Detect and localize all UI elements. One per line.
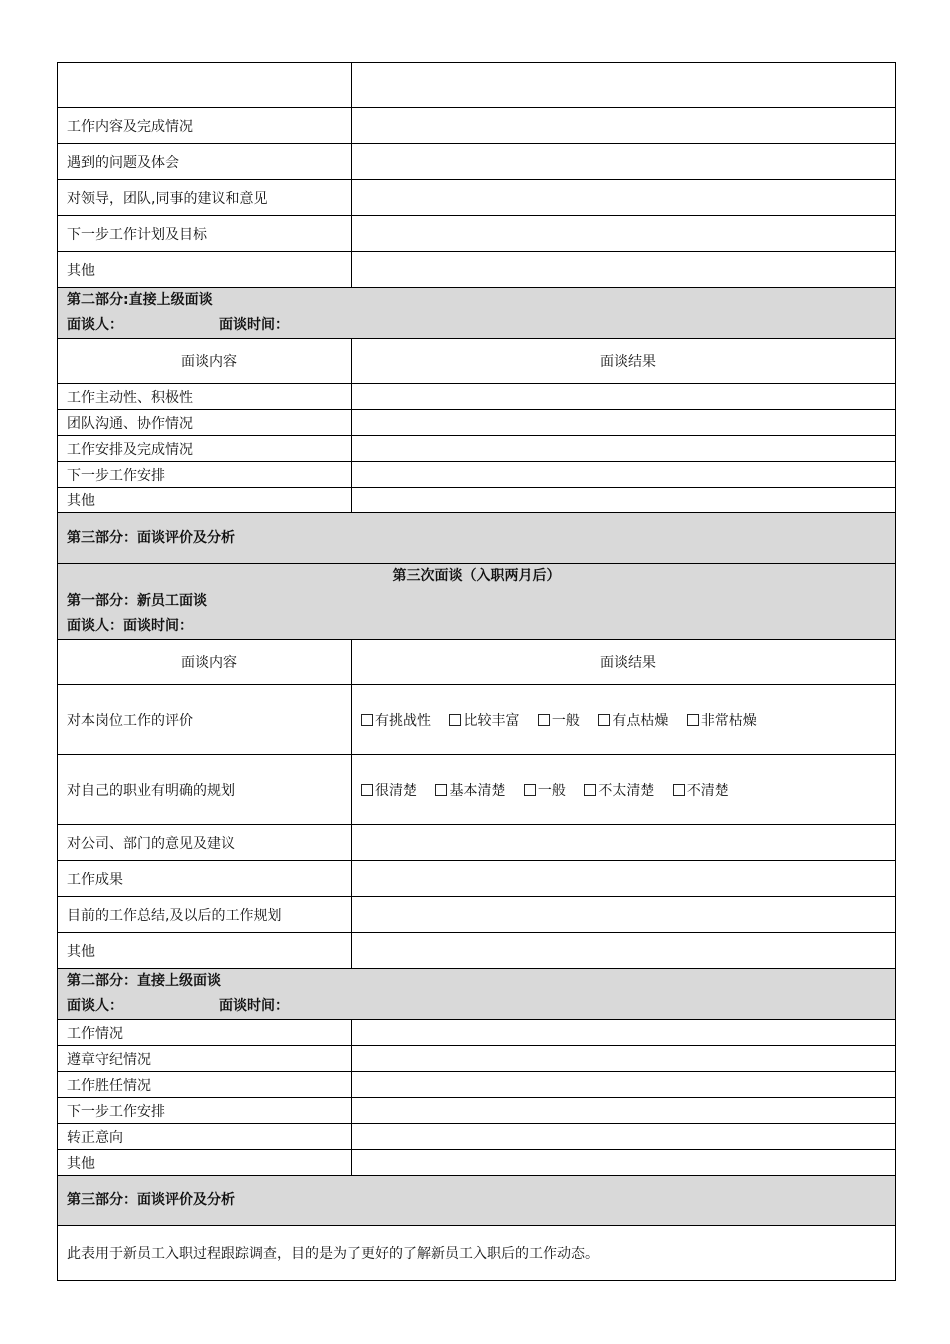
table-row xyxy=(58,144,896,180)
section-title: 第二部分：直接上级面谈 xyxy=(67,973,221,989)
table-row xyxy=(58,488,896,513)
row-label: 目前的工作总结,及以后的工作规划 xyxy=(58,897,352,933)
table-row xyxy=(58,685,896,755)
interview-time-label: 面谈时间： xyxy=(219,998,289,1014)
checkbox-icon xyxy=(361,784,373,796)
checkbox-icon xyxy=(598,714,610,726)
row-label: 下一步工作安排 xyxy=(58,462,352,488)
table-row xyxy=(58,252,896,288)
section-header[interactable] xyxy=(58,1176,896,1226)
column-header-content: 面谈内容 xyxy=(58,640,352,685)
row-label: 对自己的职业有明确的规划 xyxy=(58,755,352,825)
section-header[interactable] xyxy=(58,513,896,564)
footer-note: 此表用于新员工入职过程跟踪调查，目的是为了更好的了解新员工入职后的工作动态。 xyxy=(58,1226,896,1281)
section-header xyxy=(58,969,896,1020)
table-row xyxy=(58,108,896,144)
checkbox-icon xyxy=(673,784,685,796)
row-label: 对公司、部门的意见及建议 xyxy=(58,825,352,861)
table-row xyxy=(58,933,896,969)
table-row xyxy=(58,1098,896,1124)
row-value-cell[interactable] xyxy=(352,180,896,216)
section-header xyxy=(58,564,896,640)
footer-note-row xyxy=(58,1226,896,1281)
row-label: 工作情况 xyxy=(58,1020,352,1046)
row-value-cell[interactable] xyxy=(352,108,896,144)
row-label: 其他 xyxy=(58,488,352,513)
row-label: 其他 xyxy=(58,933,352,969)
table-row xyxy=(58,410,896,436)
column-header-row xyxy=(58,339,896,384)
row-value-cell[interactable] xyxy=(352,1150,896,1176)
table-row xyxy=(58,462,896,488)
section-title: 第三部分：面谈评价及分析 xyxy=(67,529,235,546)
table-row xyxy=(58,63,896,108)
row-value-cell[interactable] xyxy=(352,1124,896,1150)
table-row xyxy=(58,1124,896,1150)
checkbox-option[interactable]: 非常枯燥 xyxy=(687,710,757,730)
section-header-row xyxy=(58,564,896,640)
interviewer-label: 面谈人： xyxy=(67,317,123,333)
row-value-cell[interactable] xyxy=(352,861,896,897)
interviewer-label: 面谈人： xyxy=(67,998,123,1014)
checkbox-option[interactable]: 不清楚 xyxy=(673,780,729,800)
row-value-cell[interactable] xyxy=(352,1098,896,1124)
section-header-row xyxy=(58,288,896,339)
row-label: 遇到的问题及体会 xyxy=(58,144,352,180)
row-value-cell[interactable] xyxy=(352,63,896,108)
column-header-content: 面谈内容 xyxy=(58,339,352,384)
row-label: 其他 xyxy=(58,1150,352,1176)
section-title: 第二部分:直接上级面谈 xyxy=(67,292,213,308)
row-label: 其他 xyxy=(58,252,352,288)
row-label: 团队沟通、协作情况 xyxy=(58,410,352,436)
row-label xyxy=(58,63,352,108)
row-value-cell[interactable] xyxy=(352,825,896,861)
row-label: 下一步工作安排 xyxy=(58,1098,352,1124)
column-header-result: 面谈结果 xyxy=(352,339,896,384)
row-label: 工作主动性、积极性 xyxy=(58,384,352,410)
row-value-cell[interactable] xyxy=(352,410,896,436)
column-header-result: 面谈结果 xyxy=(352,640,896,685)
table-row xyxy=(58,1020,896,1046)
checkbox-option[interactable]: 有点枯燥 xyxy=(598,710,668,730)
row-value-cell[interactable] xyxy=(352,488,896,513)
checkbox-option[interactable]: 比较丰富 xyxy=(449,710,519,730)
interview-time-label: 面谈时间： xyxy=(219,317,289,333)
row-label: 对领导，团队,同事的建议和意见 xyxy=(58,180,352,216)
section-title: 第三部分：面谈评价及分析 xyxy=(67,1192,235,1208)
table-row xyxy=(58,1150,896,1176)
checkbox-icon xyxy=(524,784,536,796)
checkbox-icon xyxy=(435,784,447,796)
checkbox-option[interactable]: 很清楚 xyxy=(361,780,417,800)
table-row xyxy=(58,384,896,410)
career-options xyxy=(352,755,896,825)
checkbox-option[interactable]: 一般 xyxy=(524,780,566,800)
table-row xyxy=(58,861,896,897)
table-row xyxy=(58,216,896,252)
row-value-cell[interactable] xyxy=(352,144,896,180)
checkbox-option[interactable]: 有挑战性 xyxy=(361,710,431,730)
row-value-cell[interactable] xyxy=(352,252,896,288)
row-value-cell[interactable] xyxy=(352,1046,896,1072)
row-value-cell[interactable] xyxy=(352,384,896,410)
evaluation-options xyxy=(352,685,896,755)
table-row xyxy=(58,1072,896,1098)
table-row xyxy=(58,436,896,462)
checkbox-option[interactable]: 不太清楚 xyxy=(584,780,654,800)
section-header xyxy=(58,288,896,339)
row-label: 对本岗位工作的评价 xyxy=(58,685,352,755)
checkbox-option[interactable]: 一般 xyxy=(538,710,580,730)
table-row xyxy=(58,180,896,216)
checkbox-icon xyxy=(687,714,699,726)
row-value-cell[interactable] xyxy=(352,436,896,462)
row-label: 转正意向 xyxy=(58,1124,352,1150)
row-label: 工作成果 xyxy=(58,861,352,897)
interviewer-time-label: 面谈人：面谈时间： xyxy=(67,618,193,634)
section-title: 第一部分：新员工面谈 xyxy=(67,593,207,609)
row-label: 遵章守纪情况 xyxy=(58,1046,352,1072)
interviewer-line xyxy=(67,994,895,1019)
row-label: 工作安排及完成情况 xyxy=(58,436,352,462)
table-row xyxy=(58,825,896,861)
row-value-cell[interactable] xyxy=(352,1020,896,1046)
table-row xyxy=(58,897,896,933)
interview-form-table xyxy=(57,62,896,1281)
table-row xyxy=(58,1046,896,1072)
row-label: 工作内容及完成情况 xyxy=(58,108,352,144)
row-value-cell[interactable] xyxy=(352,462,896,488)
row-value-cell[interactable] xyxy=(352,1072,896,1098)
round-title: 第三次面谈（入职两月后） xyxy=(392,568,561,584)
column-header-row xyxy=(58,640,896,685)
row-value-cell[interactable] xyxy=(352,897,896,933)
section-header-row xyxy=(58,513,896,564)
table-row xyxy=(58,755,896,825)
checkbox-icon xyxy=(538,714,550,726)
interviewer-line xyxy=(67,313,895,338)
row-label: 下一步工作计划及目标 xyxy=(58,216,352,252)
checkbox-option[interactable]: 基本清楚 xyxy=(435,780,505,800)
row-value-cell[interactable] xyxy=(352,216,896,252)
row-value-cell[interactable] xyxy=(352,933,896,969)
section-header-row xyxy=(58,1176,896,1226)
checkbox-icon xyxy=(584,784,596,796)
checkbox-icon xyxy=(449,714,461,726)
checkbox-icon xyxy=(361,714,373,726)
row-label: 工作胜任情况 xyxy=(58,1072,352,1098)
section-header-row xyxy=(58,969,896,1020)
